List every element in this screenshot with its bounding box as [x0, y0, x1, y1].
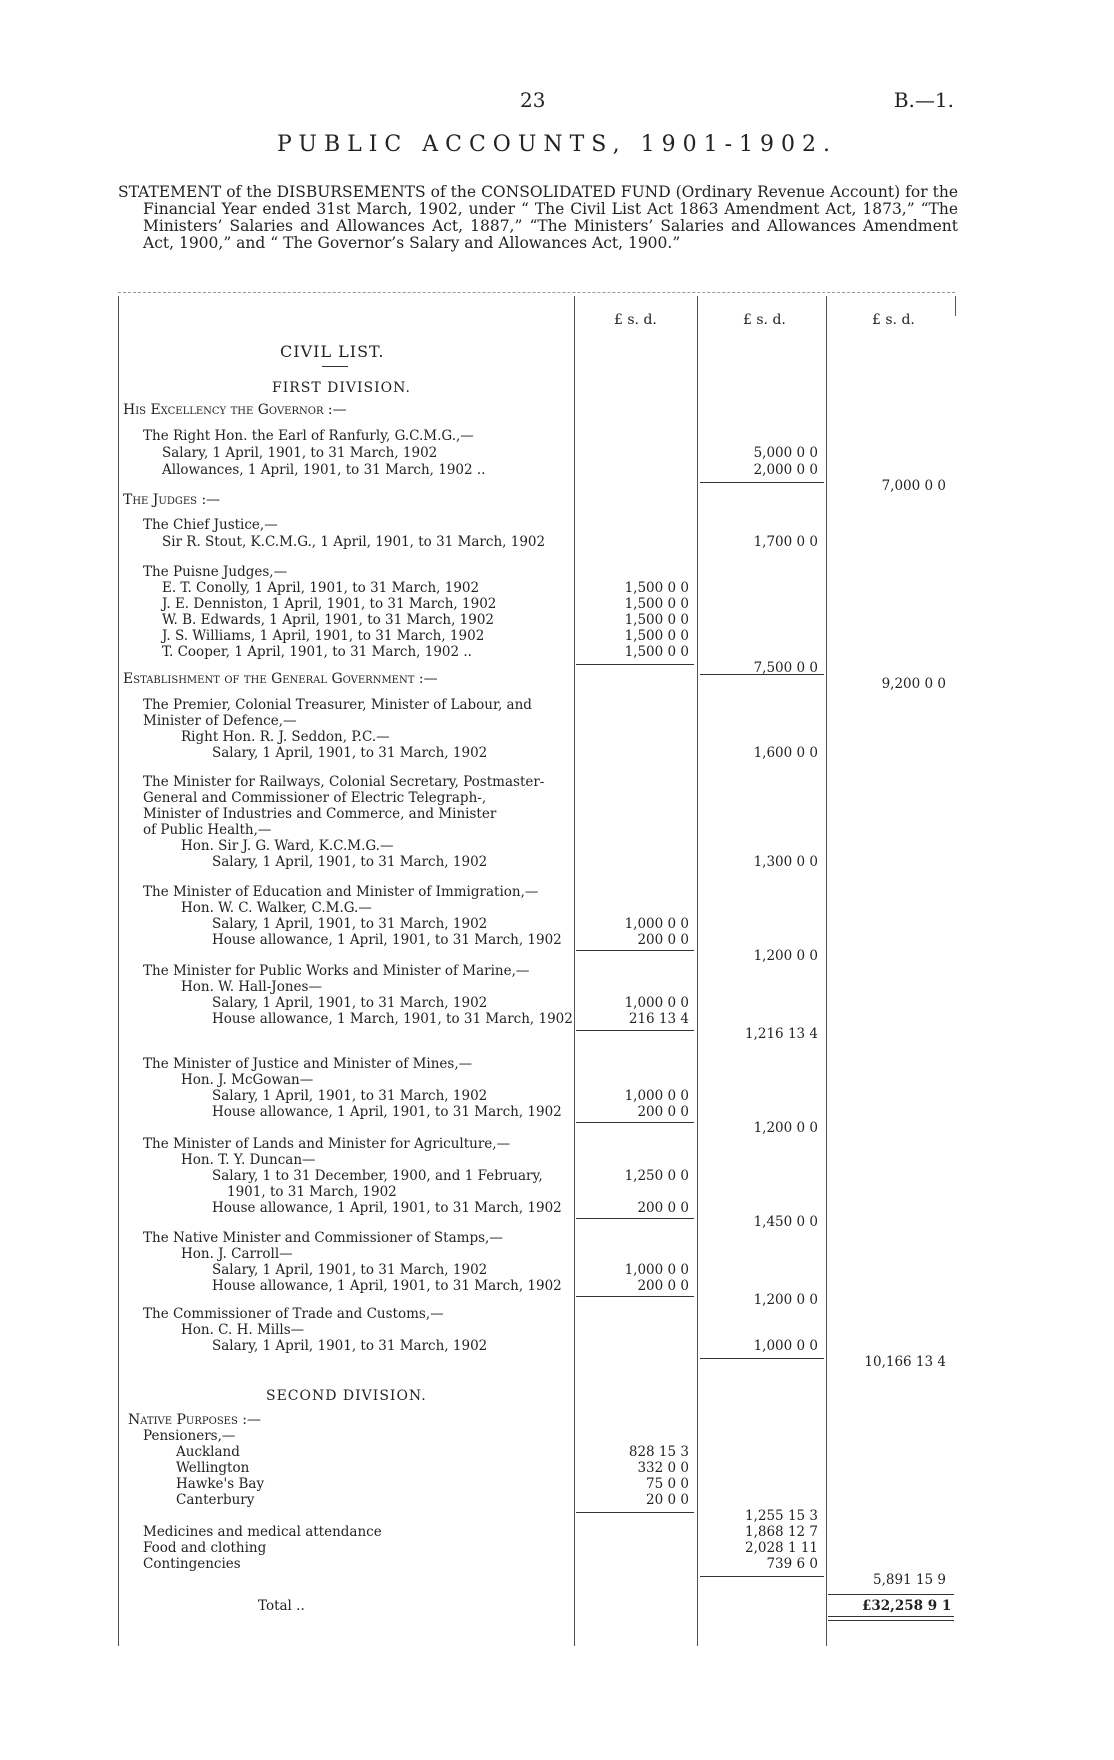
- line-item: Pensioners,—: [143, 1428, 236, 1444]
- amount: 1,000 0 0: [624, 1088, 689, 1104]
- column-rule: [826, 296, 827, 1646]
- amount: 10,166 13 4: [864, 1354, 946, 1370]
- line-item: Minister of Defence,—: [143, 713, 297, 729]
- grand-total: £32,258 9 1: [862, 1598, 952, 1614]
- amount: 2,000 0 0: [753, 462, 818, 478]
- line-item: General and Commissioner of Electric Telegraph-,: [143, 790, 487, 806]
- column-rule: [118, 296, 119, 1646]
- line-item: House allowance, 1 April, 1901, to 31 March, 1902: [212, 1278, 562, 1294]
- subtotal-rule: [700, 482, 824, 483]
- amount: 1,500 0 0: [624, 596, 689, 612]
- civil-list-heading: CIVIL LIST.: [280, 342, 385, 361]
- subtotal-rule: [576, 1030, 694, 1031]
- subtotal-rule: [576, 1218, 694, 1219]
- page-title: PUBLIC ACCOUNTS, 1901-1902.: [277, 132, 837, 157]
- line-item: Medicines and medical attendance: [143, 1524, 382, 1540]
- line-item: Hon. T. Y. Duncan—: [181, 1152, 316, 1168]
- currency-header-1: £ s. d.: [614, 312, 657, 328]
- amount: 7,500 0 0: [753, 660, 818, 676]
- amount: 9,200 0 0: [881, 676, 946, 692]
- amount: 200 0 0: [637, 1278, 689, 1294]
- heading-rule: [322, 366, 348, 367]
- amount: 1,000 0 0: [624, 1262, 689, 1278]
- page-number: 23: [520, 88, 546, 112]
- group-judges: The Judges :—: [123, 492, 221, 508]
- line-item: Hon. C. H. Mills—: [181, 1322, 305, 1338]
- line-item: Auckland: [176, 1444, 240, 1460]
- line-item: Hon. Sir J. G. Ward, K.C.M.G.—: [181, 838, 394, 854]
- line-item: Salary, 1 April, 1901, to 31 March, 1902: [212, 745, 488, 761]
- amount: 200 0 0: [637, 932, 689, 948]
- amount: 1,000 0 0: [624, 995, 689, 1011]
- column-rule: [955, 296, 956, 316]
- line-item: Salary, 1 April, 1901, to 31 March, 1902: [212, 854, 488, 870]
- amount: 5,891 15 9: [873, 1572, 946, 1588]
- amount: 200 0 0: [637, 1200, 689, 1216]
- amount: 1,000 0 0: [753, 1338, 818, 1354]
- line-item: Minister of Industries and Commerce, and Minister: [143, 806, 497, 822]
- line-item: Canterbury: [176, 1492, 255, 1508]
- line-item: W. B. Edwards, 1 April, 1901, to 31 March, 1902: [162, 612, 495, 628]
- second-division-heading: SECOND DIVISION.: [266, 1388, 427, 1404]
- line-item: T. Cooper, 1 April, 1901, to 31 March, 1902 ..: [162, 644, 472, 660]
- double-rule: [828, 1616, 954, 1621]
- line-item: Contingencies: [143, 1556, 241, 1572]
- line-item: of Public Health,—: [143, 822, 272, 838]
- line-item: Hon. J. McGowan—: [181, 1072, 314, 1088]
- amount: 200 0 0: [637, 1104, 689, 1120]
- amount: 828 15 3: [628, 1444, 689, 1460]
- line-item: Salary, 1 April, 1901, to 31 March, 1902: [212, 1088, 488, 1104]
- line-item: Allowances, 1 April, 1901, to 31 March, 1902 ..: [162, 462, 486, 478]
- line-item: Hon. W. C. Walker, C.M.G.—: [181, 900, 372, 916]
- line-item: Salary, 1 April, 1901, to 31 March, 1902: [162, 445, 438, 461]
- first-division-heading: FIRST DIVISION.: [272, 380, 411, 396]
- amount: 1,200 0 0: [753, 1292, 818, 1308]
- total-rule: [828, 1594, 954, 1595]
- amount: 1,600 0 0: [753, 745, 818, 761]
- column-rule: [697, 296, 698, 1646]
- line-item: House allowance, 1 April, 1901, to 31 March, 1902: [212, 1200, 562, 1216]
- amount: 1,868 12 7: [745, 1524, 818, 1540]
- line-item: The Premier, Colonial Treasurer, Minister of Labour, and: [143, 697, 532, 713]
- subtotal-rule: [700, 1358, 824, 1359]
- line-item: Salary, 1 April, 1901, to 31 March, 1902: [212, 995, 488, 1011]
- amount: 1,300 0 0: [753, 854, 818, 870]
- line-item: The Minister of Justice and Minister of Mines,—: [143, 1056, 473, 1072]
- line-item: The Right Hon. the Earl of Ranfurly, G.C.M.G.,—: [143, 428, 474, 444]
- line-item: Salary, 1 April, 1901, to 31 March, 1902: [212, 1262, 488, 1278]
- amount: 1,700 0 0: [753, 534, 818, 550]
- amount: 1,200 0 0: [753, 1120, 818, 1136]
- column-rule: [574, 296, 575, 1646]
- amount: 1,500 0 0: [624, 644, 689, 660]
- line-item: Hon. J. Carroll—: [181, 1246, 293, 1262]
- line-item: The Minister for Public Works and Minister of Marine,—: [143, 963, 530, 979]
- group-governor: His Excellency the Governor :—: [123, 402, 347, 418]
- group-native-purposes: Native Purposes :—: [128, 1412, 261, 1428]
- line-item: The Puisne Judges,—: [143, 564, 288, 580]
- line-item: 1901, to 31 March, 1902: [227, 1184, 397, 1200]
- line-item: House allowance, 1 April, 1901, to 31 March, 1902: [212, 932, 562, 948]
- amount: 332 0 0: [637, 1460, 689, 1476]
- line-item: Salary, 1 to 31 December, 1900, and 1 February,: [212, 1168, 543, 1184]
- subtotal-rule: [576, 1296, 694, 1297]
- amount: 7,000 0 0: [881, 478, 946, 494]
- document-reference: B.—1.: [893, 88, 954, 112]
- amount: 1,250 0 0: [624, 1168, 689, 1184]
- statement-text: STATEMENT of the DISBURSEMENTS of the CONSOLIDATED FUND (Ordinary Revenue Account) for the Financial Year ended 31st March, 1902, under “ The Civil List Act 1863 Amendment Act, 1873,” “The Ministers’ Salaries and Allowances Act, 1887,” “The Ministers’ Salaries and Allowances Amendment Act, 1900,” and “ The Governor’s Salary and Allowances Act, 1900.”: [118, 183, 958, 252]
- group-establishment: Establishment of the General Government :—: [123, 671, 438, 687]
- line-item: Salary, 1 April, 1901, to 31 March, 1902: [212, 1338, 488, 1354]
- line-item: The Chief Justice,—: [143, 517, 278, 533]
- line-item: The Minister of Education and Minister of Immigration,—: [143, 884, 539, 900]
- line-item: The Minister for Railways, Colonial Secretary, Postmaster-: [143, 774, 545, 790]
- amount: 1,000 0 0: [624, 916, 689, 932]
- line-item: House allowance, 1 March, 1901, to 31 March, 1902: [212, 1011, 573, 1027]
- amount: 1,500 0 0: [624, 580, 689, 596]
- amount: 1,450 0 0: [753, 1214, 818, 1230]
- subtotal-rule: [576, 664, 694, 665]
- line-item: Wellington: [176, 1460, 250, 1476]
- line-item: The Native Minister and Commissioner of Stamps,—: [143, 1230, 503, 1246]
- amount: 216 13 4: [628, 1011, 689, 1027]
- line-item: J. S. Williams, 1 April, 1901, to 31 March, 1902: [162, 628, 485, 644]
- amount: 1,255 15 3: [745, 1508, 818, 1524]
- line-item: Hawke's Bay: [176, 1476, 265, 1492]
- amount: 1,500 0 0: [624, 612, 689, 628]
- line-item: Salary, 1 April, 1901, to 31 March, 1902: [212, 916, 488, 932]
- amount: 75 0 0: [646, 1476, 689, 1492]
- line-item: The Commissioner of Trade and Customs,—: [143, 1306, 444, 1322]
- amount: 739 6 0: [766, 1556, 818, 1572]
- total-label: Total ..: [258, 1598, 305, 1614]
- statement-heading: [118, 184, 958, 252]
- line-item: Sir R. Stout, K.C.M.G., 1 April, 1901, to 31 March, 1902: [162, 534, 546, 550]
- subtotal-rule: [576, 950, 694, 951]
- amount: 2,028 1 11: [745, 1540, 818, 1556]
- line-item: Hon. W. Hall-Jones—: [181, 979, 322, 995]
- amount: 5,000 0 0: [753, 445, 818, 461]
- line-item: Right Hon. R. J. Seddon, P.C.—: [181, 729, 390, 745]
- amount: 1,200 0 0: [753, 948, 818, 964]
- amount: 1,500 0 0: [624, 628, 689, 644]
- amount: 20 0 0: [646, 1492, 689, 1508]
- subtotal-rule: [700, 674, 824, 675]
- currency-header-3: £ s. d.: [872, 312, 915, 328]
- subtotal-rule: [576, 1122, 694, 1123]
- subtotal-rule: [700, 1576, 824, 1577]
- line-item: The Minister of Lands and Minister for Agriculture,—: [143, 1136, 511, 1152]
- subtotal-rule: [576, 1512, 694, 1513]
- amount: 1,216 13 4: [745, 1026, 818, 1042]
- currency-header-2: £ s. d.: [743, 312, 786, 328]
- line-item: E. T. Conolly, 1 April, 1901, to 31 March, 1902: [162, 580, 480, 596]
- line-item: J. E. Denniston, 1 April, 1901, to 31 March, 1902: [162, 596, 497, 612]
- line-item: House allowance, 1 April, 1901, to 31 March, 1902: [212, 1104, 562, 1120]
- line-item: Food and clothing: [143, 1540, 267, 1556]
